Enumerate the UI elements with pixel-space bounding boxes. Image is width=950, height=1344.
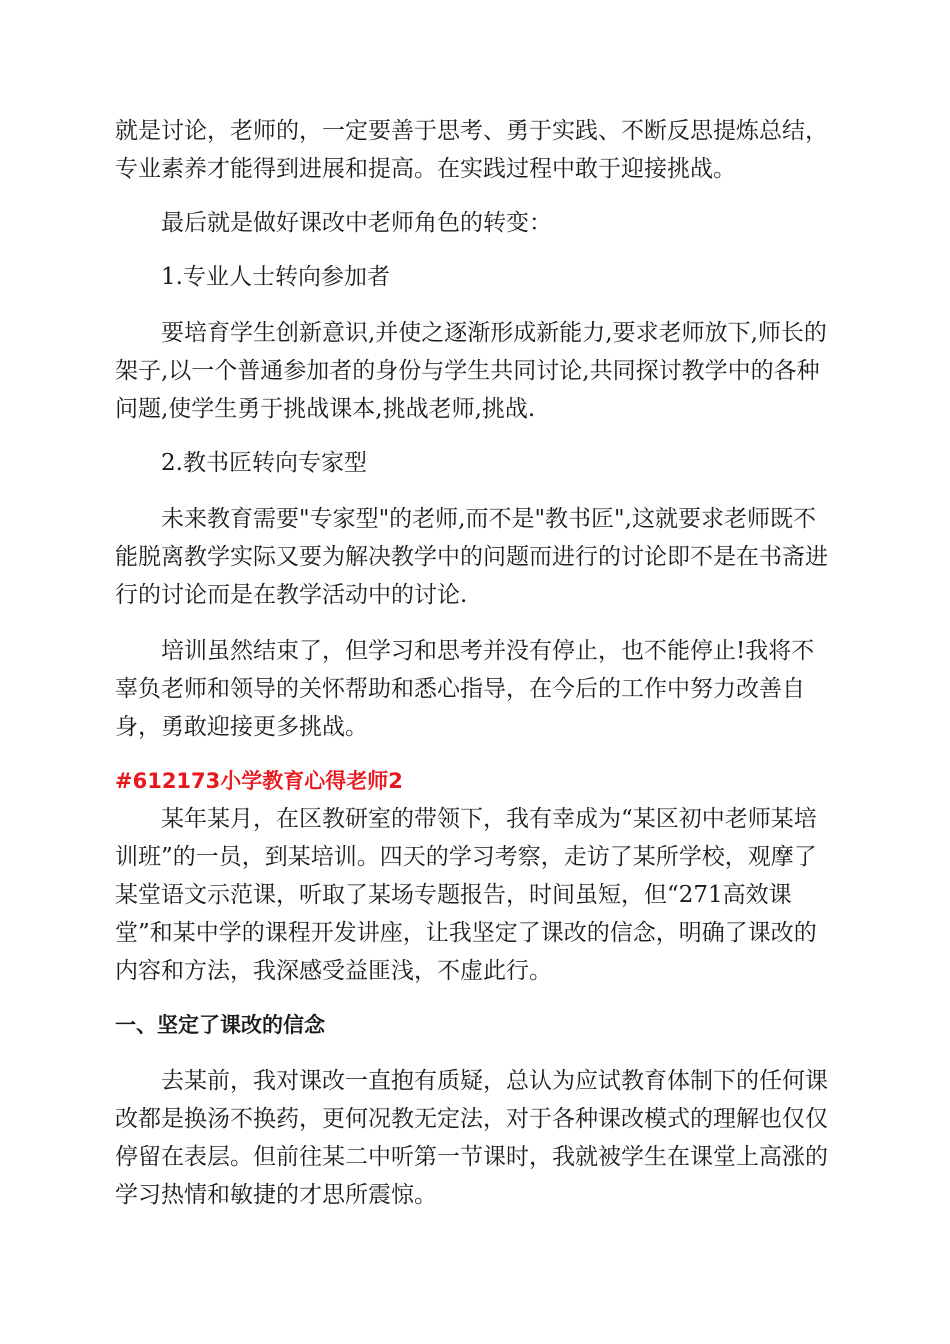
paragraph-list-item-1: 要培育学生创新意识,并使之逐渐形成新能力,要求老师放下,师长的架子,以一个普通参加者的身份与学生共同讨论,共同探讨教学中的各种问题,使学生勇于挑战课本,挑战老师,挑战.	[115, 320, 827, 422]
section-heading-article-2: #612173小学教育心得老师2	[115, 769, 403, 793]
paragraph-continuation: 就是讨论，老师的，一定要善于思考、勇于实践、不断反思提炼总结，专业素养才能得到进展和提高。在实践过程中敢于迎接挑战。	[115, 118, 828, 182]
document-body	[115, 112, 831, 1214]
paragraph-conclusion: 培训虽然结束了，但学习和思考并没有停止，也不能停止!我将不辜负老师和领导的关怀帮助和悉心指导，在今后的工作中努力改善自身，勇敢迎接更多挑战。	[115, 638, 815, 740]
paragraph-belief-body: 去某前，我对课改一直抱有质疑，总认为应试教育体制下的任何课改都是换汤不换药，更何况教无定法，对于各种课改模式的理解也仅仅停留在表层。但前往某二中听第一节课时，我就被学生在课堂上高涨的学习热情和敏捷的才思所震惊。	[115, 1068, 828, 1208]
paragraph-article-2-intro: 某年某月，在区教研室的带领下，我有幸成为“某区初中老师某培训班”的一员，到某培训。四天的学习考察，走访了某所学校，观摩了某堂语文示范课，听取了某场专题报告，时间虽短，但“271高效课堂”和某中学的课程开发讲座，让我坚定了课改的信念，明确了课改的内容和方法，我深感受益匪浅，不虚此行。	[115, 806, 817, 984]
list-item-1-title: 1.专业人士转向参加者	[161, 264, 390, 290]
list-item-2-title: 2.教书匠转向专家型	[161, 450, 367, 476]
section-heading-belief: 一、坚定了课改的信念	[115, 1013, 325, 1037]
paragraph-list-item-2: 未来教育需要"专家型"的老师,而不是"教书匠",这就要求老师既不能脱离教学实际又要为解决教学中的问题而进行的讨论即不是在书斋进行的讨论而是在教学活动中的讨论.	[115, 506, 828, 608]
paragraph-role-change-intro: 最后就是做好课改中老师角色的转变：	[161, 210, 552, 236]
